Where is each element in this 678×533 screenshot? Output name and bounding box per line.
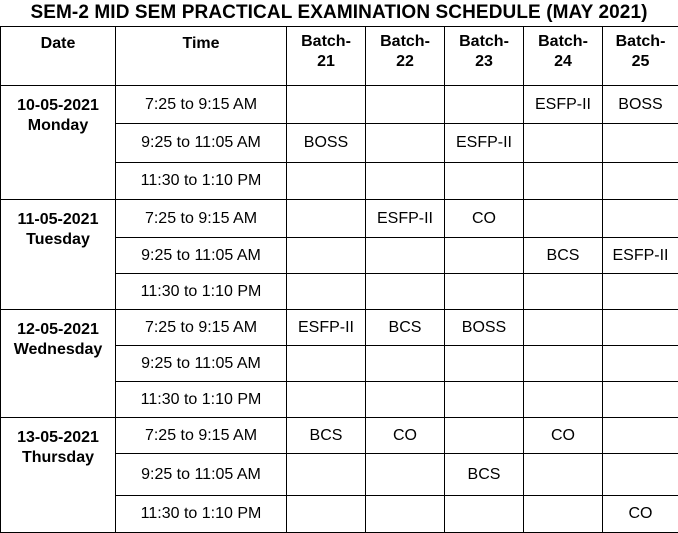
schedule-cell bbox=[445, 274, 524, 310]
table-row bbox=[1, 310, 678, 346]
day-date: 13-05-2021 bbox=[1, 428, 115, 448]
time-slot-cell: 7:25 to 9:15 AM bbox=[116, 86, 287, 124]
schedule-cell bbox=[366, 274, 445, 310]
schedule-cell: BOSS bbox=[287, 124, 366, 163]
time-slot-cell: 7:25 to 9:15 AM bbox=[116, 310, 287, 346]
schedule-cell bbox=[445, 238, 524, 274]
batch-column-header bbox=[603, 27, 678, 86]
table-row bbox=[1, 200, 678, 238]
schedule-cell bbox=[287, 454, 366, 496]
schedule-cell bbox=[524, 310, 603, 346]
schedule-cell bbox=[445, 382, 524, 418]
schedule-cell bbox=[287, 238, 366, 274]
schedule-cell bbox=[524, 454, 603, 496]
schedule-cell bbox=[603, 454, 678, 496]
time-slot-cell: 11:30 to 1:10 PM bbox=[116, 274, 287, 310]
schedule-cell bbox=[366, 382, 445, 418]
batch-header-line1: Batch- bbox=[459, 33, 509, 50]
time-slot-cell: 7:25 to 9:15 AM bbox=[116, 200, 287, 238]
batch-column-header bbox=[366, 27, 445, 86]
time-slot-cell: 11:30 to 1:10 PM bbox=[116, 163, 287, 200]
batch-column-header bbox=[445, 27, 524, 86]
time-slot-cell: 9:25 to 11:05 AM bbox=[116, 454, 287, 496]
schedule-cell bbox=[524, 346, 603, 382]
schedule-cell: ESFP-II bbox=[366, 200, 445, 238]
schedule-cell bbox=[524, 124, 603, 163]
schedule-cell: BCS bbox=[287, 418, 366, 454]
schedule-cell bbox=[445, 163, 524, 200]
time-column-header: Time bbox=[116, 27, 287, 86]
schedule-cell bbox=[524, 163, 603, 200]
batch-header-number: 24 bbox=[554, 53, 572, 70]
batch-header-line1: Batch- bbox=[301, 33, 351, 50]
day-cell bbox=[1, 200, 116, 310]
day-cell bbox=[1, 418, 116, 533]
schedule-title: SEM-2 MID SEM PRACTICAL EXAMINATION SCHEDULE (MAY 2021) bbox=[0, 0, 678, 26]
schedule-cell: ESFP-II bbox=[287, 310, 366, 346]
schedule-cell bbox=[366, 86, 445, 124]
batch-header-number: 21 bbox=[317, 53, 335, 70]
schedule-table bbox=[0, 26, 678, 533]
day-name: Monday bbox=[1, 116, 115, 136]
day-cell bbox=[1, 86, 116, 200]
schedule-cell bbox=[366, 346, 445, 382]
schedule-cell bbox=[603, 274, 678, 310]
schedule-cell bbox=[603, 124, 678, 163]
schedule-cell: BOSS bbox=[603, 86, 678, 124]
time-slot-cell: 11:30 to 1:10 PM bbox=[116, 496, 287, 533]
schedule-cell bbox=[524, 496, 603, 533]
schedule-cell bbox=[366, 163, 445, 200]
day-date: 11-05-2021 bbox=[1, 210, 115, 230]
schedule-cell: CO bbox=[603, 496, 678, 533]
schedule-cell bbox=[287, 274, 366, 310]
header-row bbox=[1, 27, 678, 86]
time-slot-cell: 9:25 to 11:05 AM bbox=[116, 124, 287, 163]
schedule-cell bbox=[603, 163, 678, 200]
batch-header-number: 23 bbox=[475, 53, 493, 70]
batch-column-header bbox=[287, 27, 366, 86]
day-date: 12-05-2021 bbox=[1, 320, 115, 340]
schedule-cell bbox=[366, 496, 445, 533]
batch-column-header bbox=[524, 27, 603, 86]
day-cell bbox=[1, 310, 116, 418]
schedule-cell bbox=[445, 86, 524, 124]
schedule-cell bbox=[287, 382, 366, 418]
time-slot-cell: 9:25 to 11:05 AM bbox=[116, 238, 287, 274]
schedule-cell bbox=[366, 454, 445, 496]
schedule-cell bbox=[603, 200, 678, 238]
schedule-cell: BCS bbox=[366, 310, 445, 346]
time-slot-cell: 7:25 to 9:15 AM bbox=[116, 418, 287, 454]
day-name: Thursday bbox=[1, 448, 115, 468]
schedule-cell bbox=[524, 200, 603, 238]
schedule-cell: CO bbox=[445, 200, 524, 238]
schedule-cell bbox=[287, 200, 366, 238]
schedule-cell bbox=[366, 238, 445, 274]
day-date: 10-05-2021 bbox=[1, 96, 115, 116]
schedule-cell bbox=[603, 418, 678, 454]
time-slot-cell: 11:30 to 1:10 PM bbox=[116, 382, 287, 418]
schedule-cell bbox=[287, 163, 366, 200]
batch-header-line1: Batch- bbox=[380, 33, 430, 50]
schedule-cell bbox=[603, 382, 678, 418]
schedule-cell bbox=[524, 274, 603, 310]
table-row bbox=[1, 418, 678, 454]
schedule-cell bbox=[603, 346, 678, 382]
schedule-cell bbox=[366, 124, 445, 163]
batch-header-number: 22 bbox=[396, 53, 414, 70]
time-slot-cell: 9:25 to 11:05 AM bbox=[116, 346, 287, 382]
schedule-cell: ESFP-II bbox=[603, 238, 678, 274]
schedule-cell: CO bbox=[524, 418, 603, 454]
schedule-cell bbox=[603, 310, 678, 346]
day-name: Tuesday bbox=[1, 230, 115, 250]
schedule-cell: ESFP-II bbox=[524, 86, 603, 124]
schedule-cell bbox=[445, 418, 524, 454]
batch-header-line1: Batch- bbox=[616, 33, 666, 50]
schedule-cell: CO bbox=[366, 418, 445, 454]
table-row bbox=[1, 86, 678, 124]
schedule-cell: BCS bbox=[445, 454, 524, 496]
schedule-cell bbox=[287, 86, 366, 124]
schedule-cell bbox=[287, 496, 366, 533]
batch-header-number: 25 bbox=[632, 53, 650, 70]
schedule-cell bbox=[287, 346, 366, 382]
schedule-cell: BOSS bbox=[445, 310, 524, 346]
schedule-cell: ESFP-II bbox=[445, 124, 524, 163]
date-column-header: Date bbox=[1, 27, 116, 86]
batch-header-line1: Batch- bbox=[538, 33, 588, 50]
schedule-cell bbox=[445, 496, 524, 533]
schedule-cell bbox=[445, 346, 524, 382]
schedule-cell: BCS bbox=[524, 238, 603, 274]
schedule-cell bbox=[524, 382, 603, 418]
day-name: Wednesday bbox=[1, 340, 115, 360]
